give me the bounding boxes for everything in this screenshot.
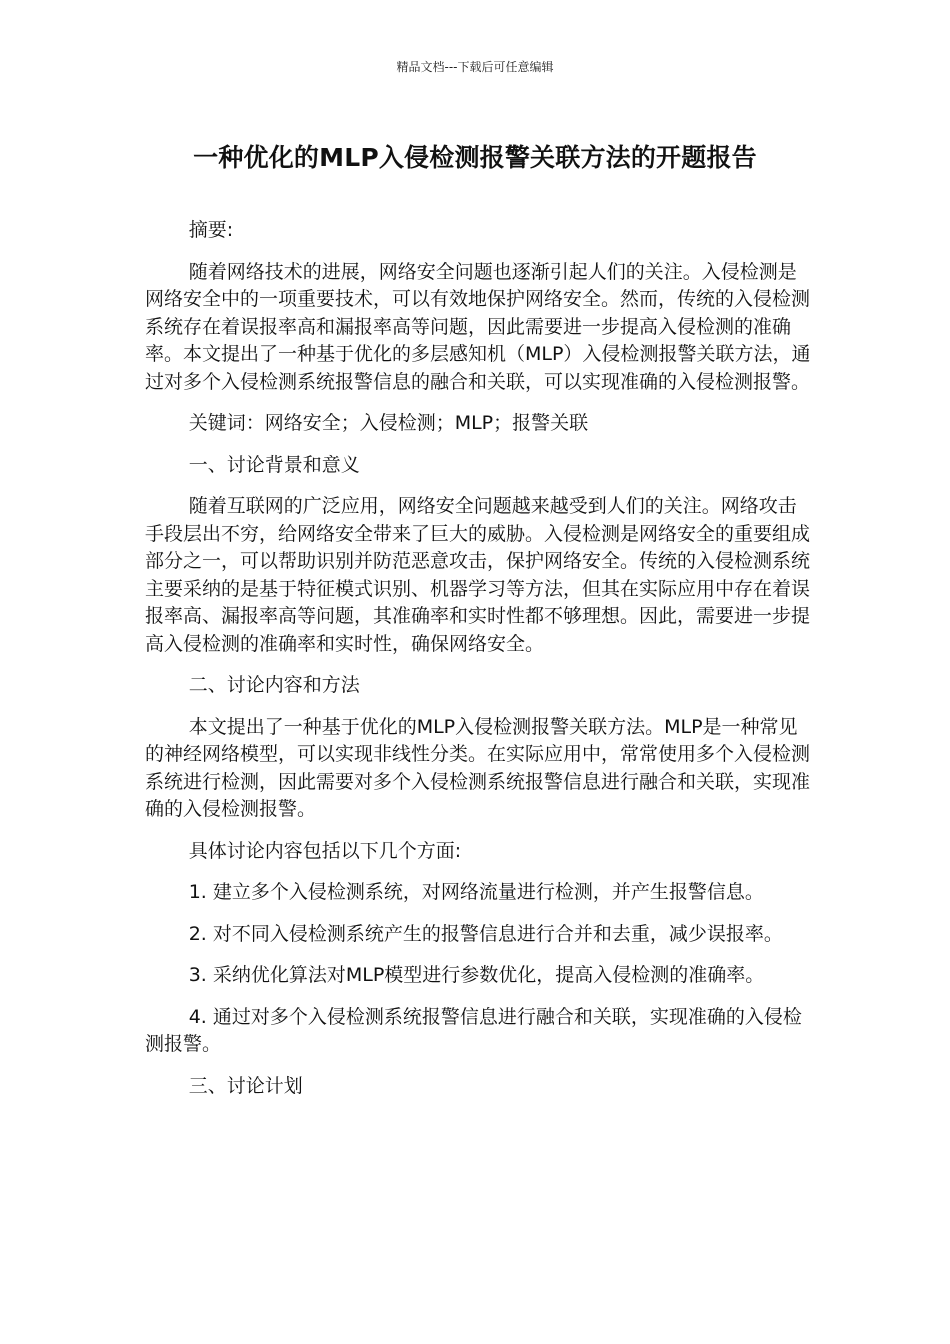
keywords-line: 关键词：网络安全；入侵检测；MLP；报警关联	[188, 412, 589, 434]
list-intro: 具体讨论内容包括以下几个方面:	[188, 839, 462, 862]
list-item-2: 2. 对不同入侵检测系统产生的报警信息进行合并和去重，减少误报率。	[188, 922, 783, 945]
document-body	[145, 217, 811, 1114]
background-paragraph: 随着互联网的广泛应用，网络安全问题越来越受到人们的关注。网络攻击手段层出不穷，给网络安全带来了巨大的威胁。入侵检测是网络安全的重要组成部分之一，可以帮助识别并防范恶意攻击，保护网络安全。传统的入侵检测系统主要采纳的是基于特征模式识别、机器学习等方法，但其在实际应用中存在着误报率高、漏报率高等问题，其准确率和实时性都不够理想。因此，需要进一步提高入侵检测的准确率和实时性，确保网络安全。	[145, 495, 811, 655]
document-title: 一种优化的MLP入侵检测报警关联方法的开题报告	[193, 143, 757, 172]
list-item-1: 1. 建立多个入侵检测系统，对网络流量进行检测，并产生报警信息。	[188, 881, 764, 903]
list-item-4: 4. 通过对多个入侵检测系统报警信息进行融合和关联，实现准确的入侵检测报警。	[145, 1005, 802, 1055]
abstract-label: 摘要:	[188, 219, 234, 241]
list-item-3: 3. 采纳优化算法对MLP模型进行参数优化，提高入侵检测的准确率。	[188, 964, 765, 986]
section-heading-background: 一、讨论背景和意义	[188, 453, 360, 476]
abstract-paragraph: 随着网络技术的进展，网络安全问题也逐渐引起人们的关注。入侵检测是网络安全中的一项重要技术，可以有效地保护网络安全。然而，传统的入侵检测系统存在着误报率高和漏报率高等问题，因此需要进一步提高入侵检测的准确率。本文提出了一种基于优化的多层感知机（MLP）入侵检测报警关联方法，通过对多个入侵检测系统报警信息的融合和关联，可以实现准确的入侵检测报警。	[145, 260, 811, 393]
page-header-watermark: 精品文档---下载后可任意编辑	[396, 60, 554, 74]
section-heading-content-methods: 二、讨论内容和方法	[188, 674, 360, 696]
methods-paragraph: 本文提出了一种基于优化的MLP入侵检测报警关联方法。MLP是一种常见的神经网络模型，可以实现非线性分类。在实际应用中，常常使用多个入侵检测系统进行检测，因此需要对多个入侵检测系统报警信息进行融合和关联，实现准确的入侵检测报警。	[145, 715, 811, 820]
section-heading-plan: 三、讨论计划	[188, 1074, 303, 1097]
